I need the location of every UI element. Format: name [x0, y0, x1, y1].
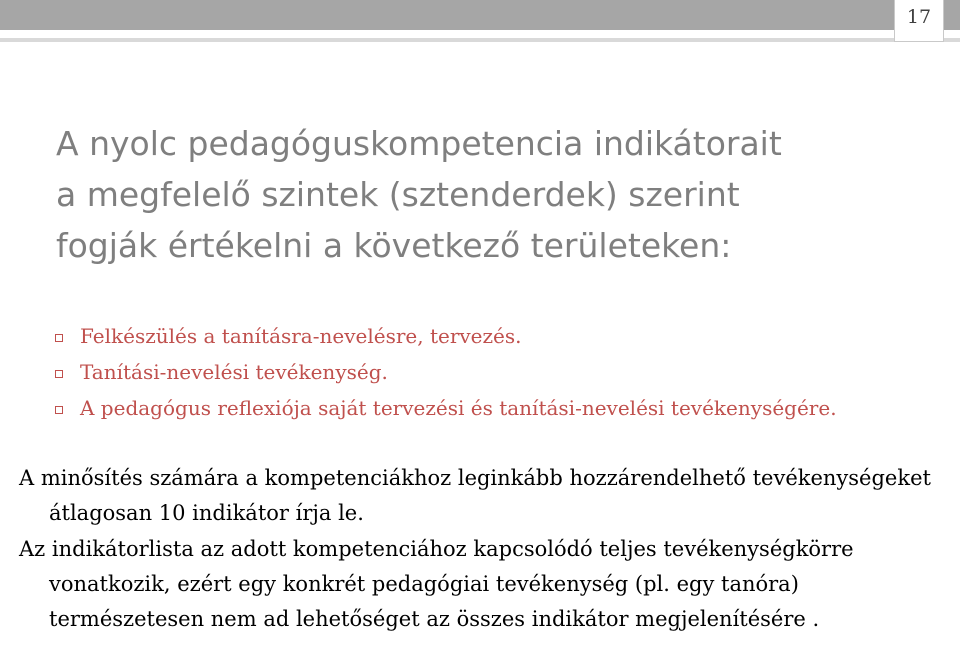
bullet-text: Tanítási-nevelési tevékenység.	[80, 360, 388, 384]
body-paragraph: A minősítés számára a kompetenciákhoz leginkább hozzárendelhető tevékenységeket átlagosan 10 indikátor írja le.	[19, 466, 931, 525]
slide-title-line: A nyolc pedagóguskompetencia indikátorait	[56, 124, 782, 163]
slide-title-line: fogják értékelni a következő területeken:	[56, 226, 732, 265]
slide-title	[56, 118, 936, 271]
header-divider	[0, 38, 960, 42]
body-paragraph: Az indikátorlista az adott kompetenciához kapcsolódó teljes tevékenységkörre vonatkozik, ezért egy konkrét pedagógiai tevékenység (pl. egy tanóra) természetesen nem ad lehetőséget az összes indikátor megjelenítésére .	[19, 537, 854, 631]
square-bullet-icon	[55, 406, 63, 414]
bullet-text: A pedagógus reflexiója saját tervezési és tanítási-nevelési tevékenységére.	[80, 396, 837, 420]
square-bullet-icon	[55, 370, 63, 378]
bullet-item	[50, 354, 930, 390]
page-number: 17	[906, 6, 932, 28]
bullet-item	[50, 390, 930, 426]
bullet-list	[50, 318, 930, 426]
header-bar	[0, 0, 960, 30]
square-bullet-icon	[55, 334, 63, 342]
bullet-item	[50, 318, 930, 354]
bullet-text: Felkészülés a tanításra-nevelésre, tervezés.	[80, 324, 522, 348]
slide-title-line: a megfelelő szintek (sztenderdek) szerint	[56, 175, 740, 214]
